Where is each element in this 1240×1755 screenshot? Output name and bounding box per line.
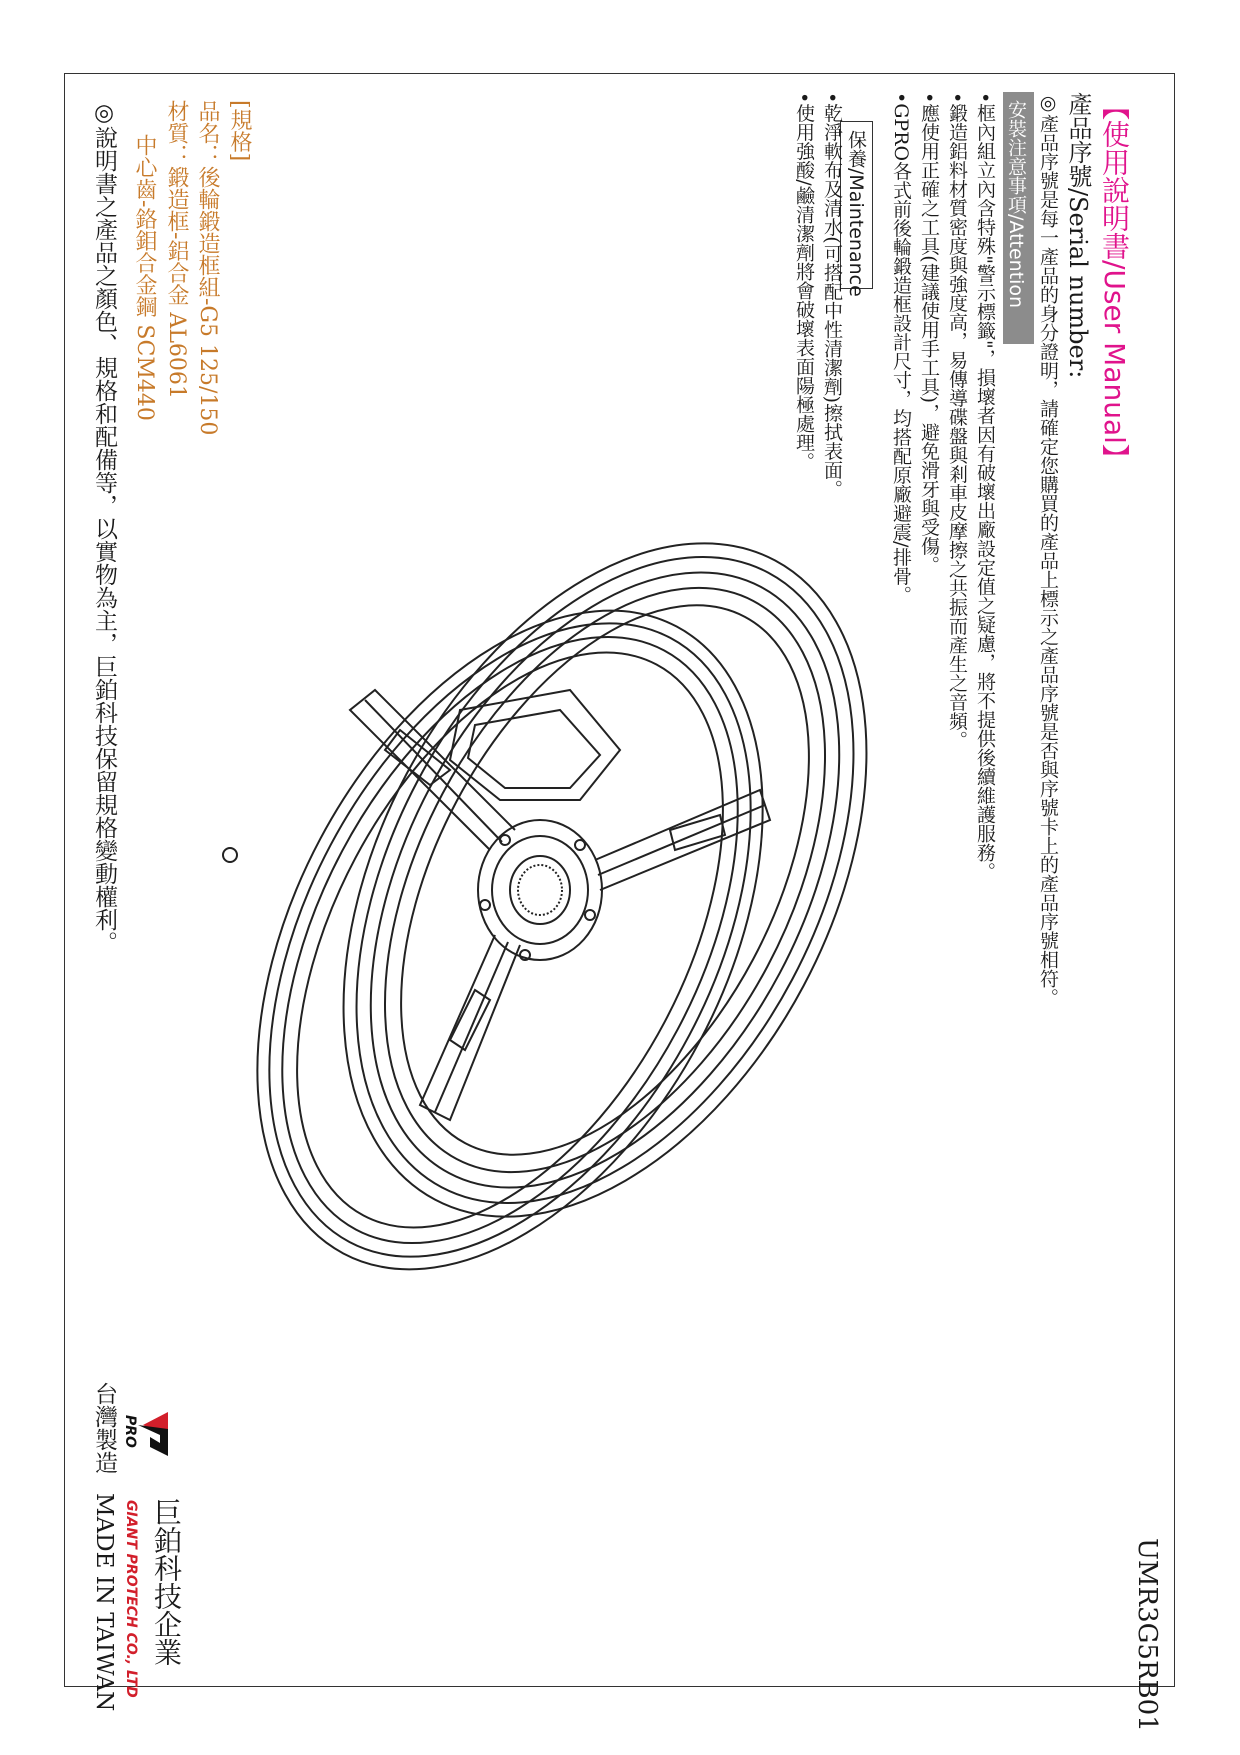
spec-hub-gear: 中心齒-鉻鉬合金鋼 SCM440 [132,134,157,421]
serial-heading: 產品序號/Serial number: [1064,92,1092,379]
rear-wheel-drawing-icon [150,560,930,1260]
origin-cn: 台灣製造 [91,1382,117,1474]
maintenance-item: •乾淨軟布及清水(可搭配中性清潔劑)擦拭表面。 [821,92,843,499]
origin-en: MADE IN TAIWAN [91,1493,117,1712]
maintenance-item: •使用強酸/鹼清潔劑將會破壞表面陽極處理。 [793,92,815,471]
gpro-logo-icon [122,1388,179,1480]
attention-item: •應使用正確之工具(建議使用手工具)，避免滑牙與受傷。 [918,92,940,575]
manual-title: 【使用說明書/User Manual】 [1098,92,1131,472]
svg-text:PRO: PRO [122,1415,138,1448]
attention-item: •鍛造鋁料材質密度與強度高，易傳導碟盤與剎車皮摩擦之共振而產生之音頻。 [946,92,968,750]
disclaimer-note: ◎說明書之產品之顏色、規格和配備等，以實物為主，巨鉑科技保留規格變動權利。 [91,100,117,954]
spec-heading: [規格] [227,100,252,162]
attention-item: •GPRO各式前後輪鍛造框設計尺寸，均搭配原廠避震/排骨。 [890,92,912,605]
maintenance-heading: 保養/Maintenance [845,130,867,297]
attention-heading: 安裝注意事項/Attention [1005,100,1027,309]
document-code: UMR3G5RB01 [1132,1538,1162,1732]
spec-product-name: 品名：後輪鍛造框組-G5 125/150 [195,100,220,436]
company-name-cn: 巨鉑科技企業 [150,1498,183,1666]
spec-material: 材質：鍛造框-鋁合金 AL6061 [164,100,189,399]
attention-item: •框內組立內含特殊"警示標籤"，損壞者因有破壞出廠設定值之疑慮，將不提供後續維護服務。 [974,92,996,881]
company-name-en: GIANT PROTECH CO., LTD [123,1500,139,1698]
serial-description: ◎產品序號是每一產品的身分證明，請確定您購買的產品上標示之產品序號是否與序號卡上的產品序號相符。 [1037,92,1059,1007]
